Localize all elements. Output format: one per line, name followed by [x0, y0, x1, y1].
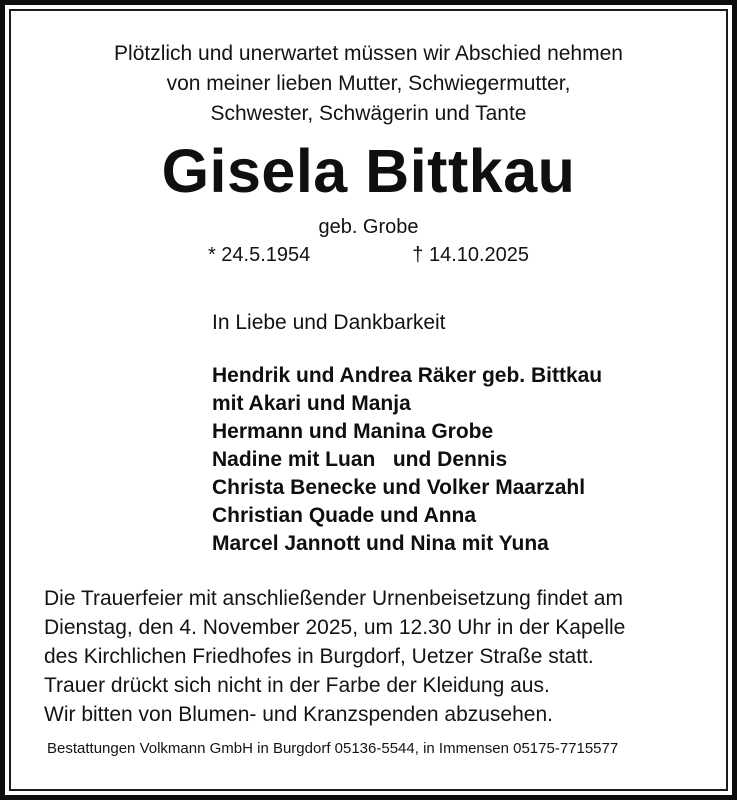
- tribute-line: In Liebe und Dankbarkeit: [212, 311, 446, 334]
- intro-line-2: von meiner lieben Mutter, Schwiegermutter,: [166, 72, 571, 95]
- mourner-line-4: Nadine mit Luan und Dennis: [212, 448, 508, 471]
- funeral-line-4: Trauer drückt sich nicht in der Farbe der Kleidung aus.: [44, 674, 550, 697]
- funeral-home-contact: Bestattungen Volkmann GmbH in Burgdorf 05136-5544, in Immensen 05175-7715577: [47, 740, 619, 757]
- mourners-list: [212, 362, 726, 558]
- obituary-inner-frame: [9, 9, 728, 791]
- mourner-line-3: Hermann und Manina Grobe: [212, 420, 494, 443]
- intro-text: [11, 39, 726, 129]
- funeral-line-2: Dienstag, den 4. November 2025, um 12.30 Uhr in der Kapelle: [44, 616, 626, 639]
- death-date: † 14.10.2025: [412, 244, 530, 266]
- intro-line-3: Schwester, Schwägerin und Tante: [210, 102, 527, 125]
- life-dates: [11, 242, 726, 268]
- funeral-line-3: des Kirchlichen Friedhofes in Burgdorf, Uetzer Straße statt.: [44, 645, 594, 668]
- deceased-name: Gisela Bittkau: [161, 137, 576, 205]
- funeral-details: [44, 584, 726, 729]
- mourner-line-6: Christian Quade und Anna: [212, 504, 477, 527]
- mourner-line-1: Hendrik und Andrea Räker geb. Bittkau: [212, 364, 603, 387]
- funeral-line-5: Wir bitten von Blumen- und Kranzspenden abzusehen.: [44, 703, 553, 726]
- funeral-line-1: Die Trauerfeier mit anschließender Urnenbeisetzung findet am: [44, 587, 623, 610]
- birth-date: * 24.5.1954: [207, 244, 311, 266]
- mourner-line-5: Christa Benecke und Volker Maarzahl: [212, 476, 586, 499]
- maiden-name: geb. Grobe: [318, 216, 419, 238]
- mourner-line-2: mit Akari und Manja: [212, 392, 411, 415]
- mourner-line-7: Marcel Jannott und Nina mit Yuna: [212, 532, 549, 555]
- intro-line-1: Plötzlich und unerwartet müssen wir Abschied nehmen: [114, 42, 623, 65]
